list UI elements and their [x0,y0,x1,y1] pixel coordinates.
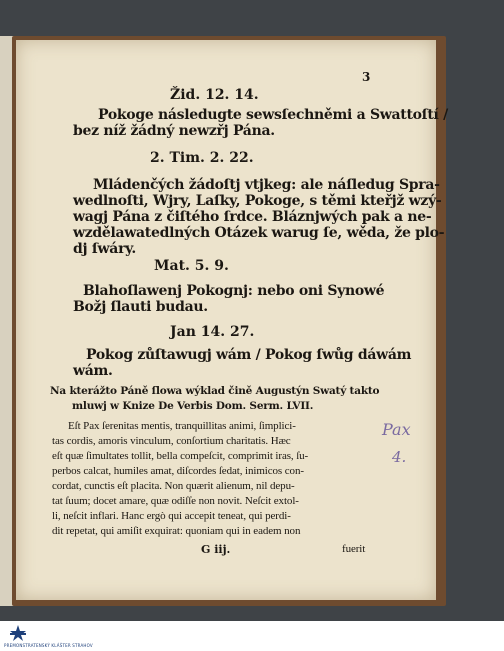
latin-line: perbos calcat, humiles amat, diſcordes ſedat, inimicos con- [52,465,304,477]
text-line: Pokoge následugte sewsſechněmi a Swattoſtí / [98,107,448,123]
citation-zid: Žid. 12. 14. [170,87,259,103]
signature-mark: G iij. [201,543,231,556]
intro-line: Na kterážto Páně ſlowa wýklad čině Augustýn Swatý takto [50,385,380,397]
text-line: wagj Pána z čiſtého ſrdce. Bláznjwých pak a ne- [73,209,432,225]
text-line: Mládenčých žádoſtj vtjkeg: ale náſledug Spra- [93,177,440,193]
latin-line: li, neſcit inflari. Hanc ergò qui accepit teneat, qui perdi- [52,510,291,522]
text-line: Pokog zůſtawugj wám / Pokog ſwůg dáwám [86,347,412,363]
text-line: wám. [73,363,113,379]
text-line: bez níž žádný newzřj Pána. [73,123,275,139]
citation-jan: Jan 14. 27. [170,324,255,340]
text-line: wedlnoſti, Wjry, Laſky, Pokoge, s těmi kteřjž wzý- [73,193,442,209]
library-logo-text: PREMONSTRATENSKÝ KLÁŠTER STRAHOV [4,643,93,648]
intro-line: mluwj w Knize De Verbis Dom. Serm. LVII. [72,400,314,412]
book-page [16,40,448,600]
latin-line: Eſt Pax ſerenitas mentis, tranquillitas animi, ſimplici- [68,420,296,432]
latin-line: dit repetat, qui amiſit exquirat: quoniam qui in eadem non [52,525,301,537]
handwritten-note: Pax [382,420,411,439]
citation-mat: Mat. 5. 9. [154,258,229,274]
latin-line: tas cordis, amoris vinculum, conſortium charitatis. Hæc [52,435,291,447]
handwritten-note: 4. [392,448,407,466]
latin-line: tat ſuum; docet amare, quæ odiſſe non novit. Neſcit extol- [52,495,299,507]
latin-line: eſt quæ ſimultates tollit, bella compeſcit, comprimit iras, ſu- [52,450,309,462]
text-line: dj ſwáry. [73,241,136,257]
text-line: wzdělawatedlných Otázek warug ſe, wěda, že plo- [73,225,445,241]
text-line: Blahoſlawenj Pokognj: nebo oni Synowé [83,283,385,299]
latin-line: cordat, cunctis eſt placita. Non quærit alienum, nil depu- [52,480,295,492]
text-line: Božj ſlauti budau. [73,299,208,315]
page-number: 3 [362,70,371,84]
catchword: fuerit [342,543,366,555]
citation-tim: 2. Tim. 2. 22. [150,150,254,166]
